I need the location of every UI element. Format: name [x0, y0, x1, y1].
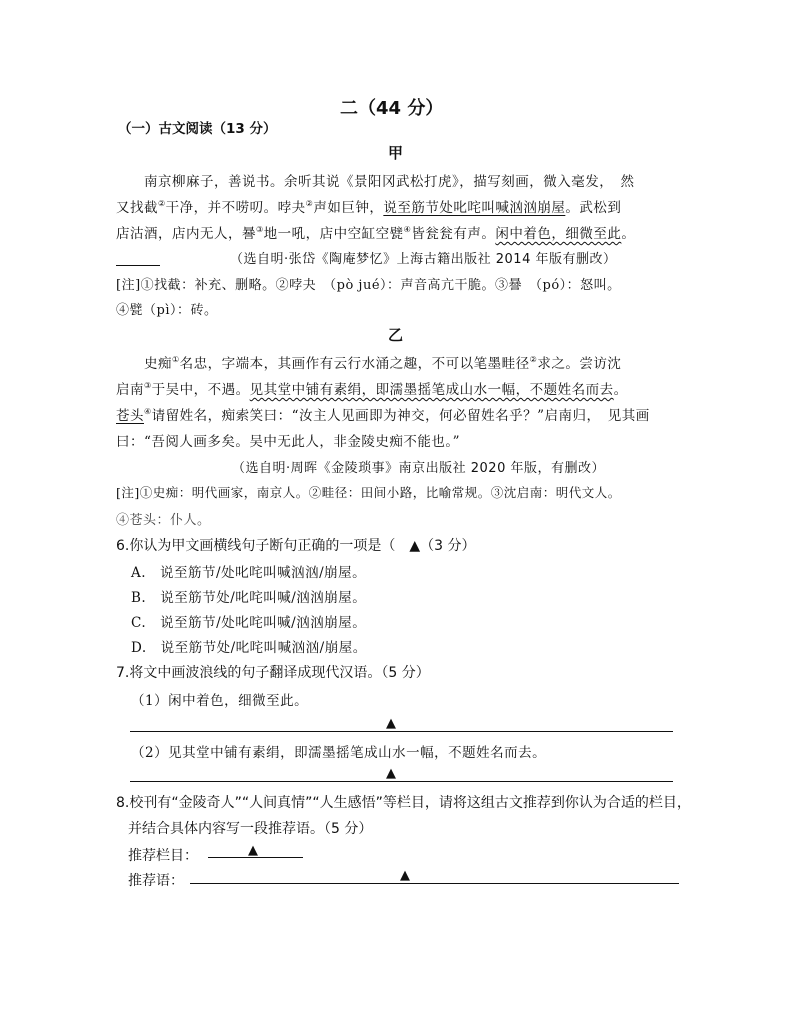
answer-line-1[interactable]: [130, 731, 673, 732]
passage-jia-line-3: 店沽酒，店内无人，謈③地一吼，店中空缸空甓④皆瓮瓮有声。闲中着色，细微至此。: [116, 225, 636, 242]
wavy-sentence-2: 见其堂中铺有素绢，即濡墨摇笔成山水一幅，不题姓名而去: [249, 382, 614, 398]
question-6-stem: 6.你认为甲文画横线句子断句正确的一项是（ ▲（3 分）: [116, 538, 476, 554]
passage-yi-source: （选自明·周晖《金陵琐事》南京出版社 2020 年版，有删改）: [232, 461, 605, 476]
underlined-word: 苍头: [116, 408, 144, 424]
recommend-text-blank[interactable]: [190, 883, 679, 884]
section-title: 二（44 分）: [340, 98, 444, 119]
passage-jia-note-2: ④甓（pì）：砖。: [116, 303, 218, 318]
passage-yi-line-4: 曰：“吾阅人画多矣。吴中无此人，非金陵史痴不能也。”: [116, 434, 461, 450]
passage-jia-note-1: [注]①找截：补充、删略。②哱夬 （pò jué）：声音高亢干脆。③謈 （pó）：怒叫。: [116, 278, 621, 293]
recommend-column-label: 推荐栏目：: [128, 848, 198, 864]
source-underline: [116, 265, 160, 266]
passage-jia-line-1: 南京柳麻子，善说书。余听其说《景阳冈武松打虎》，描写刻画，微入毫发， 然: [144, 174, 635, 190]
underlined-sentence: 说至筋节处叱咤叫喊汹汹崩屋: [383, 200, 566, 216]
question-6-option-d: D. 说至筋节处/叱咤叫喊汹汹/崩屋。: [131, 640, 367, 656]
answer-mark: ▲: [386, 766, 396, 781]
answer-mark: ▲: [248, 843, 258, 858]
part-heading: （一）古文阅读（13 分）: [118, 121, 277, 137]
passage-yi-note-1: [注]①史痴：明代画家，南京人。②畦径：田间小路，比喻常规。③沈启南：明代文人。: [116, 485, 621, 500]
passage-yi-line-1: 史痴①名忠，字端本，其画作有云行水涌之趣，不可以笔墨畦径②求之。尝访沈: [144, 355, 622, 372]
note-ref: ②: [158, 199, 166, 208]
question-6-option-c: C. 说至筋节/处叱咤叫喊/汹汹崩屋。: [131, 615, 367, 631]
answer-line-2[interactable]: [130, 781, 673, 782]
recommend-text-label: 推荐语：: [128, 873, 184, 889]
wavy-sentence-1: 闲中着色，细微至此: [495, 226, 622, 242]
question-7-sentence-1: （1）闲中着色，细微至此。: [131, 693, 309, 709]
question-6-option-a: A. 说至筋节/处叱咤叫喊汹汹/崩屋。: [131, 565, 367, 581]
question-7-sentence-2: （2）见其堂中铺有素绢，即濡墨摇笔成山水一幅，不题姓名而去。: [131, 745, 547, 761]
note-ref: ②: [305, 199, 314, 208]
passage-jia-line-2: 又找截②干净，并不唠叨。哱夬②声如巨钟，说至筋节处叱咤叫喊汹汹崩屋。武松到: [116, 199, 622, 216]
question-8-line-2: 并结合具体内容写一段推荐语。（5 分）: [128, 821, 373, 837]
question-7-stem: 7.将文中画波浪线的句子翻译成现代汉语。（5 分）: [116, 665, 430, 681]
question-6-option-b: B. 说至筋节处/叱咤叫喊/汹汹崩屋。: [131, 590, 367, 606]
recommend-column-blank[interactable]: [208, 857, 303, 858]
passage-jia-source: （选自明·张岱《陶庵梦忆》上海古籍出版社 2014 年版有删改）: [230, 252, 617, 267]
passage-yi-line-3: 苍头④请留姓名，痴索笑曰：“汝主人见画即为神交，何必留姓名乎？”启南归， 见其画: [116, 407, 650, 424]
passage-yi-line-2: 启南③于吴中，不遇。见其堂中铺有素绢，即濡墨摇笔成山水一幅，不题姓名而去。: [116, 381, 628, 398]
answer-mark: ▲: [386, 716, 396, 731]
question-8-line-1: 8.校刊有“金陵奇人”“人间真情”“人生感悟”等栏目，请将这组古文推荐到你认为合适的栏目，: [116, 795, 691, 811]
passage-jia-label: 甲: [388, 144, 404, 162]
passage-yi-label: 乙: [388, 326, 404, 344]
answer-mark: ▲: [400, 868, 410, 883]
passage-yi-note-2: ④苍头：仆人。: [116, 513, 211, 528]
